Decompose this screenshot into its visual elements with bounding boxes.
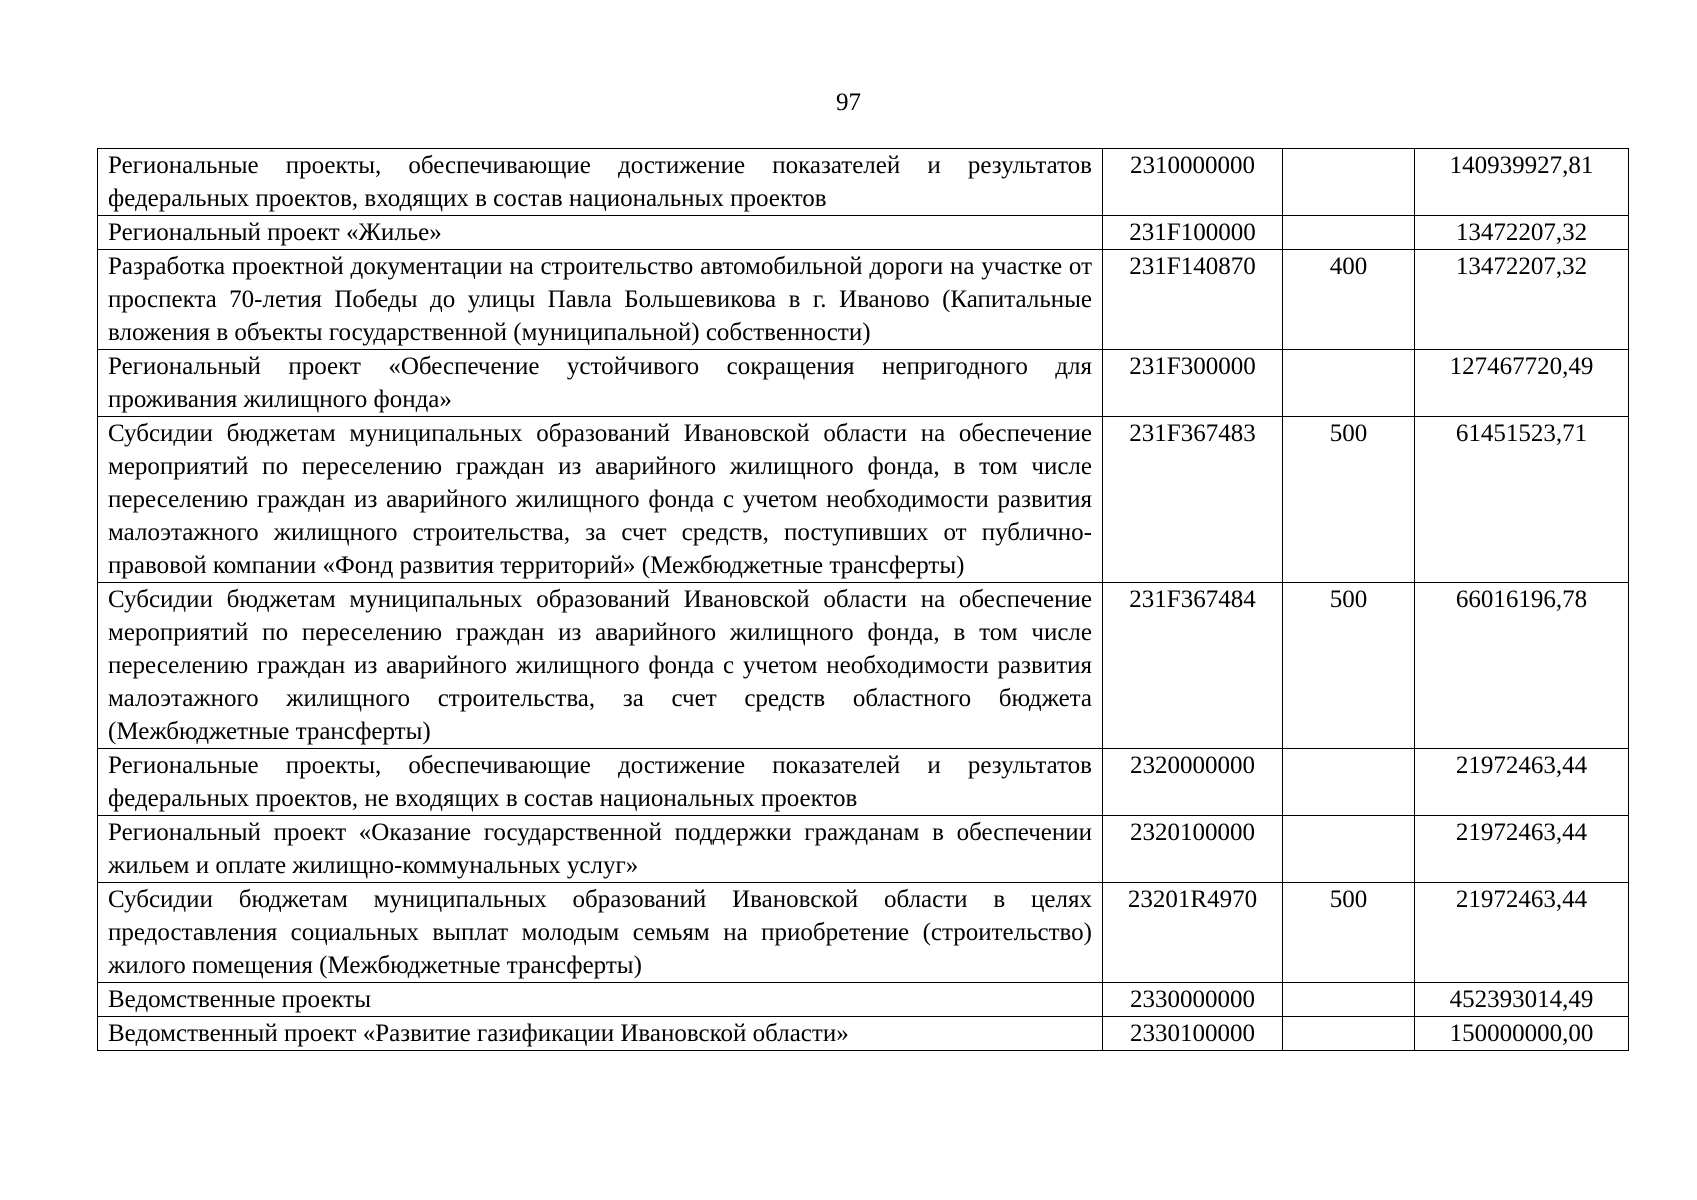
row-amount-cell: 127467720,49 bbox=[1415, 350, 1629, 417]
table-row bbox=[98, 417, 1629, 583]
table-row bbox=[98, 883, 1629, 983]
row-expense-type-cell bbox=[1283, 216, 1415, 250]
row-expense-type-cell: 400 bbox=[1283, 250, 1415, 350]
row-name-cell: Региональный проект «Обеспечение устойчивого сокращения непригодного для проживания жилищного фонда» bbox=[98, 350, 1103, 417]
budget-table-body bbox=[98, 149, 1629, 1051]
row-expense-type-cell: 500 bbox=[1283, 417, 1415, 583]
row-code-cell: 231F300000 bbox=[1103, 350, 1283, 417]
row-name-cell: Субсидии бюджетам муниципальных образований Ивановской области в целях предоставления социальных выплат молодым семьям на приобретение (строительство) жилого помещения (Межбюджетные трансферты) bbox=[98, 883, 1103, 983]
row-expense-type-cell bbox=[1283, 749, 1415, 816]
table-row bbox=[98, 250, 1629, 350]
row-expense-type-cell bbox=[1283, 1017, 1415, 1051]
row-name-cell: Разработка проектной документации на строительство автомобильной дороги на участке от проспекта 70-летия Победы до улицы Павла Большевикова в г. Иваново (Капитальные вложения в объекты государственной (муниципальной) собственности) bbox=[98, 250, 1103, 350]
row-code-cell: 2320000000 bbox=[1103, 749, 1283, 816]
row-name-cell: Региональный проект «Жилье» bbox=[98, 216, 1103, 250]
row-amount-cell: 21972463,44 bbox=[1415, 749, 1629, 816]
row-amount-cell: 452393014,49 bbox=[1415, 983, 1629, 1017]
row-expense-type-cell: 500 bbox=[1283, 583, 1415, 749]
row-code-cell: 231F140870 bbox=[1103, 250, 1283, 350]
row-amount-cell: 13472207,32 bbox=[1415, 250, 1629, 350]
row-name-cell: Региональный проект «Оказание государственной поддержки гражданам в обеспечении жильем и оплате жилищно-коммунальных услуг» bbox=[98, 816, 1103, 883]
budget-table bbox=[97, 148, 1629, 1051]
row-expense-type-cell: 500 bbox=[1283, 883, 1415, 983]
table-row bbox=[98, 816, 1629, 883]
table-row bbox=[98, 350, 1629, 417]
row-amount-cell: 21972463,44 bbox=[1415, 816, 1629, 883]
table-row bbox=[98, 1017, 1629, 1051]
row-name-cell: Субсидии бюджетам муниципальных образований Ивановской области на обеспечение мероприятий по переселению граждан из аварийного жилищного фонда, в том числе переселению граждан из аварийного жилищного фонда с учетом необходимости развития малоэтажного жилищного строительства, за счет средств, поступивших от публично-правовой компании «Фонд развития территорий» (Межбюджетные трансферты) bbox=[98, 417, 1103, 583]
table-row bbox=[98, 149, 1629, 216]
row-expense-type-cell bbox=[1283, 816, 1415, 883]
row-name-cell: Субсидии бюджетам муниципальных образований Ивановской области на обеспечение мероприятий по переселению граждан из аварийного жилищного фонда, в том числе переселению граждан из аварийного жилищного фонда с учетом необходимости развития малоэтажного жилищного строительства, за счет средств областного бюджета (Межбюджетные трансферты) bbox=[98, 583, 1103, 749]
row-code-cell: 2320100000 bbox=[1103, 816, 1283, 883]
row-code-cell: 23201R4970 bbox=[1103, 883, 1283, 983]
row-expense-type-cell bbox=[1283, 149, 1415, 216]
table-row bbox=[98, 749, 1629, 816]
row-amount-cell: 66016196,78 bbox=[1415, 583, 1629, 749]
row-name-cell: Региональные проекты, обеспечивающие достижение показателей и результатов федеральных проектов, входящих в состав национальных проектов bbox=[98, 149, 1103, 216]
row-name-cell: Региональные проекты, обеспечивающие достижение показателей и результатов федеральных проектов, не входящих в состав национальных проектов bbox=[98, 749, 1103, 816]
row-code-cell: 2330100000 bbox=[1103, 1017, 1283, 1051]
row-code-cell: 231F367483 bbox=[1103, 417, 1283, 583]
row-amount-cell: 140939927,81 bbox=[1415, 149, 1629, 216]
row-amount-cell: 150000000,00 bbox=[1415, 1017, 1629, 1051]
table-row bbox=[98, 583, 1629, 749]
row-expense-type-cell bbox=[1283, 983, 1415, 1017]
row-code-cell: 231F100000 bbox=[1103, 216, 1283, 250]
row-code-cell: 2310000000 bbox=[1103, 149, 1283, 216]
page-number: 97 bbox=[836, 89, 861, 116]
row-name-cell: Ведомственные проекты bbox=[98, 983, 1103, 1017]
row-amount-cell: 61451523,71 bbox=[1415, 417, 1629, 583]
table-row bbox=[98, 983, 1629, 1017]
row-name-cell: Ведомственный проект «Развитие газификации Ивановской области» bbox=[98, 1017, 1103, 1051]
row-amount-cell: 13472207,32 bbox=[1415, 216, 1629, 250]
table-row bbox=[98, 216, 1629, 250]
row-expense-type-cell bbox=[1283, 350, 1415, 417]
row-code-cell: 231F367484 bbox=[1103, 583, 1283, 749]
row-amount-cell: 21972463,44 bbox=[1415, 883, 1629, 983]
row-code-cell: 2330000000 bbox=[1103, 983, 1283, 1017]
